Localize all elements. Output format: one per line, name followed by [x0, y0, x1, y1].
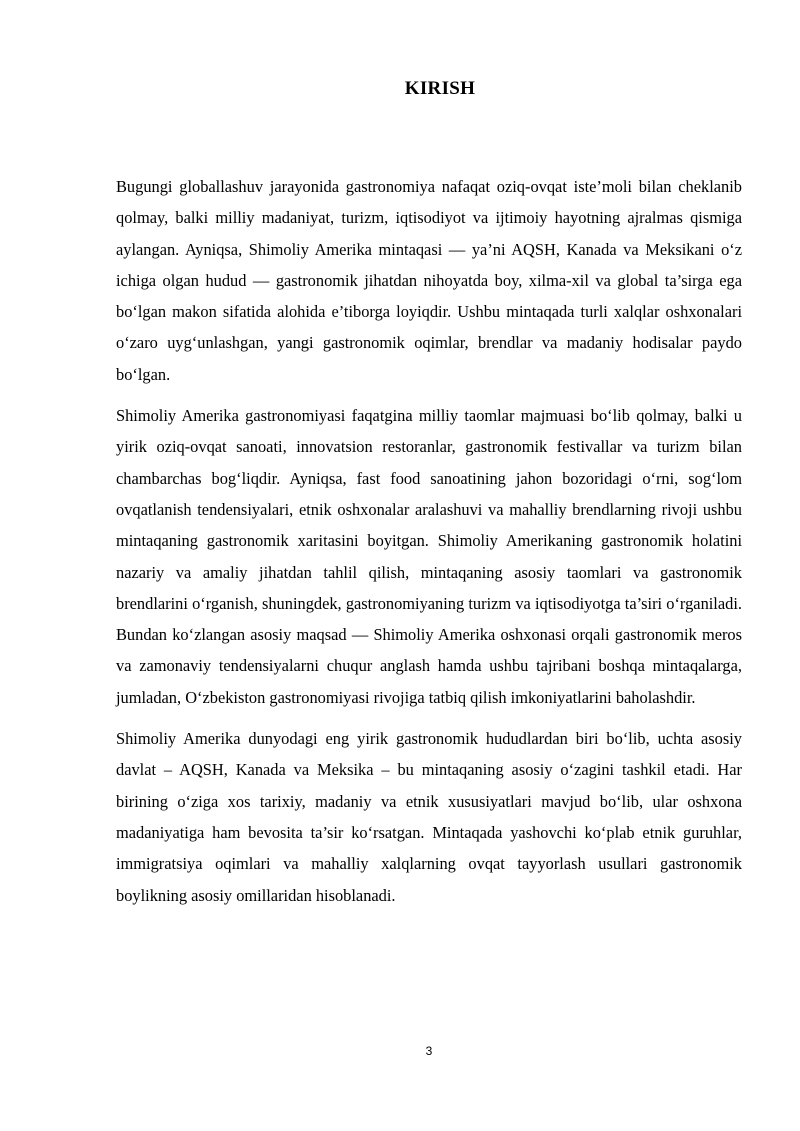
body-text [116, 171, 742, 921]
paragraph-2: Shimoliy Amerika gastronomiyasi faqatgina milliy taomlar majmuasi bo‘lib qolmay, balki u yirik oziq-ovqat sanoati, innovatsion restoranlar, gastronomik festivallar va turizm bilan chambarchas bog‘liqdir. Ayniqsa, fast food sanoatining jahon bozoridagi o‘rni, sog‘lom ovqatlanish tendensiyalari, etnik oshxonalar aralashuvi va mahalliy brendlarning rivoji ushbu mintaqaning gastronomik xaritasini boyitgan. Shimoliy Amerikaning gastronomik holatini nazariy va amaliy jihatdan tahlil qilish, mintaqaning asosiy taomlari va gastronomik brendlarini o‘rganish, shuningdek, gastronomiyaning turizm va iqtisodiyotga ta’siri o‘rganiladi. Bundan ko‘zlangan asosiy maqsad — Shimoliy Amerika oshxonasi orqali gastronomik meros va zamonaviy tendensiyalarni chuqur anglash hamda ushbu tajribani boshqa mintaqalarga, jumladan, O‘zbekiston gastronomiyasi rivojiga tatbiq qilish imkoniyatlarini baholashdir. [116, 406, 742, 707]
paragraph-3: Shimoliy Amerika dunyodagi eng yirik gastronomik hududlardan biri bo‘lib, uchta asosiy davlat – AQSH, Kanada va Meksika – bu mintaqaning asosiy o‘zagini tashkil etadi. Har birining o‘ziga xos tarixiy, madaniy va etnik xususiyatlari mavjud bo‘lib, ular oshxona madaniyatiga ham bevosita ta’sir ko‘rsatgan. Mintaqada yashovchi ko‘plab etnik guruhlar, immigratsiya oqimlari va mahalliy xalqlarning ovqat tayyorlash usullari gastronomik boylikning asosiy omillaridan hisoblanadi. [116, 729, 742, 905]
paragraph-1: Bugungi globallashuv jarayonida gastronomiya nafaqat oziq-ovqat iste’moli bilan cheklanib qolmay, balki milliy madaniyat, turizm, iqtisodiyot va ijtimoiy hayotning ajralmas qismiga aylangan. Ayniqsa, Shimoliy Amerika mintaqasi — ya’ni AQSH, Kanada va Meksikani o‘z ichiga olgan hudud — gastronomik jihatdan nihoyatda boy, xilma-xil va global ta’sirga ega bo‘lgan makon sifatida alohida e’tiborga loyiqdir. Ushbu mintaqada turli xalqlar oshxonalari o‘zaro uyg‘unlashgan, yangi gastronomik oqimlar, brendlar va madaniy hodisalar paydo bo‘lgan. [116, 177, 742, 384]
page-number: 3 [425, 1044, 433, 1058]
page-title: KIRISH [404, 78, 476, 99]
